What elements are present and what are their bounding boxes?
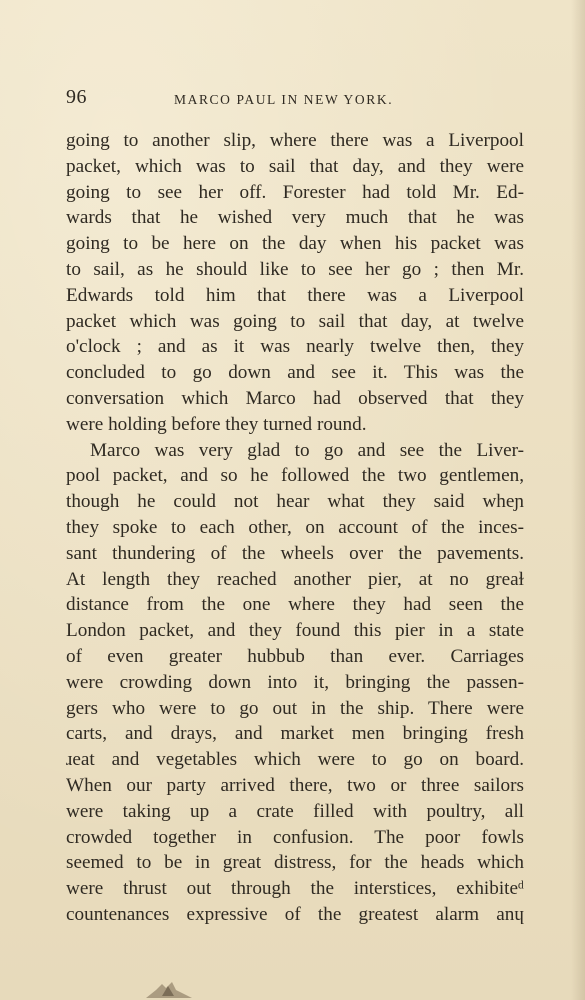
text-line: crowded together in confusion. The poor fowls: [66, 826, 524, 848]
text-line: distance from the one where they had seen the: [66, 594, 524, 616]
text-line: At length they reached another pier, at no greaɫ: [66, 568, 524, 590]
body-text: [66, 128, 524, 928]
text-line: Edwards told him that there was a Liverpool: [66, 284, 524, 306]
text-line: though he could not hear what they said wheɲ: [66, 491, 524, 513]
text-line: sant thundering of the wheels over the pavements.: [66, 542, 524, 564]
text-line: seemed to be in great distress, for the heads which: [66, 852, 524, 874]
text-line: pool packet, and so he followed the two gentlemen,: [66, 465, 524, 487]
text-line: carts, and drays, and market men bringing fresh: [66, 723, 524, 745]
text-line: conversation which Marco had observed that they: [66, 387, 524, 409]
text-line: of even greater hubbub than ever. Carriages: [66, 645, 524, 667]
page-edge-shadow: [571, 0, 585, 1000]
page-header: [66, 86, 506, 114]
ink-blot-ornament: [142, 976, 202, 1000]
text-line: going to another slip, where there was a Liverpool: [66, 130, 524, 151]
text-line: When our party arrived there, two or three sailors: [66, 774, 524, 796]
text-line: were thrust out through the interstices, exhibiteᵈ: [66, 878, 524, 900]
text-line: packet which was going to sail that day, at twelve: [66, 310, 524, 332]
text-line: going to see her off. Forester had told Mr. Ed-: [66, 181, 524, 203]
text-line: o'clock ; and as it was nearly twelve then, they: [66, 336, 524, 358]
text-line: ɹeat and vegetables which were to go on board.: [66, 749, 524, 771]
text-line: were crowding down into it, bringing the passen-: [66, 671, 524, 693]
text-line: going to be here on the day when his packet was: [66, 233, 524, 255]
text-line: were taking up a crate filled with poultry, all: [66, 800, 524, 822]
text-line: Marco was very glad to go and see the Liver-: [90, 439, 524, 461]
text-line: London packet, and they found this pier in a state: [66, 620, 524, 642]
page-number: 96: [66, 86, 87, 108]
text-line: wards that he wished very much that he was: [66, 207, 524, 229]
text-line: packet, which was to sail that day, and they were: [66, 155, 524, 177]
text-line: gers who were to go out in the ship. There were: [66, 697, 524, 719]
text-line: countenances expressive of the greatest alarm anɥ: [66, 903, 524, 925]
text-line: they spoke to each other, on account of the inces-: [66, 516, 524, 538]
running-title: MARCO PAUL IN NEW YORK.: [174, 92, 394, 107]
text-line: concluded to go down and see it. This was the: [66, 362, 524, 384]
text-line: were holding before they turned round.: [66, 413, 367, 435]
text-line: to sail, as he should like to see her go ; then Mr.: [66, 258, 524, 280]
